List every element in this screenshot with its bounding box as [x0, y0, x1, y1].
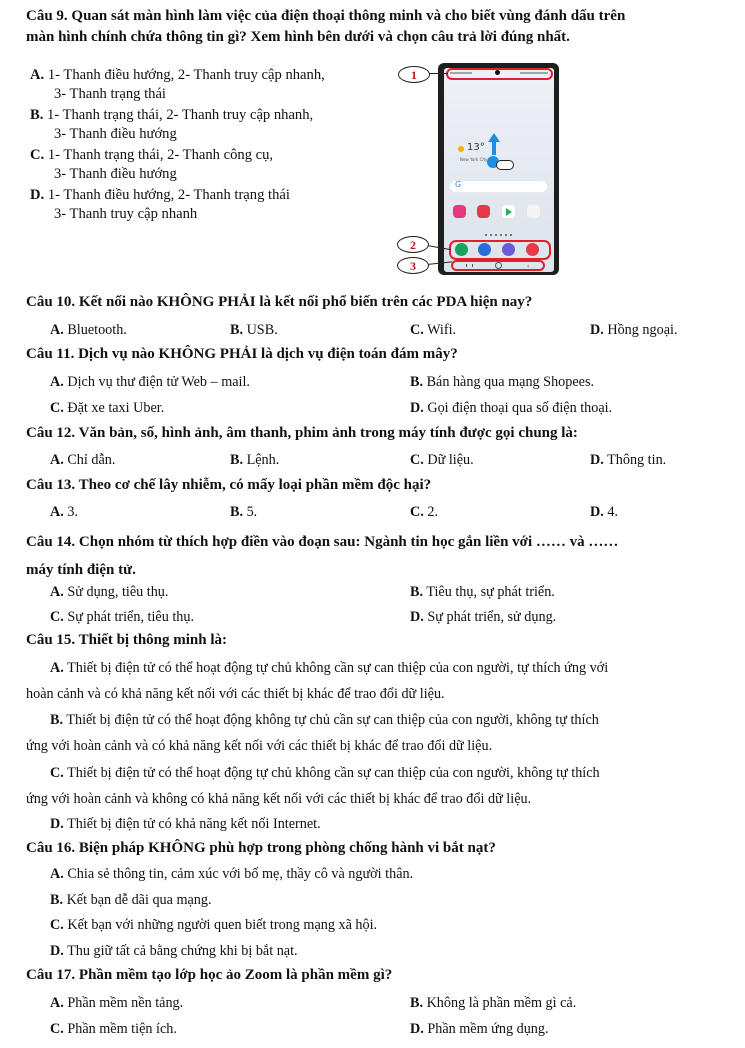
q10-stem: Câu 10. Kết nối nào KHÔNG PHẢI là kết nối phổ biến trên các PDA hiện nay? [26, 294, 533, 310]
q9-stem-line2: màn hình chính chứa thông tin gì? Xem hình bên dưới và chọn câu trả lời đúng nhất. [26, 29, 570, 45]
q13-option-c[interactable] [410, 503, 438, 522]
option-text: 2. [427, 504, 438, 520]
option-text: 1- Thanh trạng thái, 2- Thanh công cụ, [47, 147, 274, 163]
option-letter: C. [50, 917, 64, 933]
q12-option-a[interactable] [50, 451, 115, 470]
q11-option-d[interactable] [410, 399, 612, 418]
callout-3: 3 [397, 257, 429, 274]
weather-temp: 13° [467, 142, 485, 153]
app-icon-galaxy-store[interactable] [453, 205, 466, 218]
q14-option-a[interactable] [50, 583, 168, 602]
option-letter: A. [50, 452, 64, 468]
option-text: 1- Thanh điều hướng, 2- Thanh truy cập nhanh, [47, 67, 325, 83]
q15-stem: Câu 15. Thiết bị thông minh là: [26, 632, 228, 648]
q10-option-a[interactable] [50, 321, 127, 340]
option-letter: A. [50, 995, 64, 1011]
q10-option-d[interactable] [590, 321, 678, 340]
q9-stem-line1: Câu 9. Quan sát màn hình làm việc của điện thoại thông minh và cho biết vùng đánh dấu trên [26, 8, 626, 24]
callout-2: 2 [397, 236, 429, 253]
weather-city: New York City [460, 157, 488, 162]
q15-option-c[interactable] [26, 760, 730, 812]
back-button-icon[interactable]: ‹ [527, 263, 530, 270]
option-letter: C. [410, 504, 424, 520]
option-text: Wifi. [427, 322, 457, 338]
option-text: Thông tin. [607, 452, 667, 468]
option-text: USB. [246, 322, 278, 338]
option-text: Lệnh. [246, 452, 280, 468]
q12-option-d[interactable] [590, 451, 666, 470]
q16-stem: Câu 16. Biện pháp KHÔNG phù hợp trong phòng chống hành vi bắt nạt? [26, 840, 496, 856]
q9-option-d[interactable] [30, 186, 290, 224]
q11-option-a[interactable] [50, 373, 250, 392]
q14-option-c[interactable] [50, 608, 194, 627]
q16-option-a[interactable] [50, 865, 413, 884]
option-text: Chia sẻ thông tin, cảm xúc với bố mẹ, thầy cô và người thân. [67, 866, 414, 882]
option-letter: B. [410, 584, 424, 600]
option-text: Hồng ngoại. [607, 322, 678, 338]
play-icon [506, 208, 512, 216]
option-text: Thiết bị điện tử có thể hoạt động tự chủ không cần sự can thiệp của con người, không tự thích [67, 765, 600, 781]
q17-option-c[interactable] [50, 1020, 177, 1039]
q9-option-c[interactable] [30, 146, 273, 184]
q17-stem: Câu 17. Phần mềm tạo lớp học ảo Zoom là phần mềm gì? [26, 967, 393, 983]
option-text: Gọi điện thoại qua số điện thoại. [427, 400, 613, 416]
callout-1: 1 [398, 66, 430, 83]
q16-option-d[interactable] [50, 942, 298, 961]
option-text: Bán hàng qua mạng Shopees. [426, 374, 595, 390]
option-text: Phần mềm tiện ích. [67, 1021, 177, 1037]
option-text: Sử dụng, tiêu thụ. [67, 584, 169, 600]
option-letter: B. [50, 712, 64, 728]
swipe-arrow-shaft [492, 141, 496, 155]
option-text-cont: 3- Thanh điều hướng [54, 166, 177, 182]
option-letter: B. [230, 504, 244, 520]
option-letter: C. [410, 452, 424, 468]
q15-option-b[interactable] [26, 707, 730, 759]
q14-stem-line2: máy tính điện tử. [26, 562, 136, 578]
q17-option-a[interactable] [50, 994, 183, 1013]
option-letter: B. [410, 995, 424, 1011]
option-letter: D. [30, 187, 45, 203]
q10-option-c[interactable] [410, 321, 456, 340]
q13-stem: Câu 13. Theo cơ chế lây nhiễm, có mấy loại phần mềm độc hại? [26, 477, 432, 493]
option-letter: B. [50, 892, 64, 908]
app-icon-google-folder[interactable] [527, 205, 540, 218]
q11-stem: Câu 11. Dịch vụ nào KHÔNG PHẢI là dịch vụ điện toán đám mây? [26, 346, 458, 362]
app-icon-gallery[interactable] [477, 205, 490, 218]
q16-option-c[interactable] [50, 916, 377, 935]
option-letter: A. [30, 67, 45, 83]
q14-stem [26, 528, 734, 584]
option-text: Phần mềm nền tảng. [67, 995, 184, 1011]
option-text: Phần mềm ứng dụng. [427, 1021, 549, 1037]
app-icon-play-store[interactable] [502, 205, 515, 218]
option-text: Đặt xe taxi Uber. [67, 400, 165, 416]
option-text: 1- Thanh trạng thái, 2- Thanh truy cập nhanh, [47, 107, 314, 123]
option-letter: A. [50, 322, 64, 338]
q14-option-b[interactable] [410, 583, 555, 602]
option-text: Kết bạn với những người quen biết trong mạng xã hội. [67, 917, 378, 933]
q9-stem [26, 6, 734, 48]
option-text: Tiêu thụ, sự phát triển. [426, 584, 555, 600]
q13-option-a[interactable] [50, 503, 78, 522]
q12-stem: Câu 12. Văn bản, số, hình ảnh, âm thanh, phim ảnh trong máy tính được gọi chung là: [26, 425, 578, 441]
option-letter: A. [50, 866, 64, 882]
option-text-cont: 3- Thanh truy cập nhanh [54, 206, 198, 222]
option-text: Không là phần mềm gì cả. [426, 995, 577, 1011]
option-text-cont: ứng với hoàn cảnh và có khả năng kết nối với các thiết bị khác để trao đổi dữ liệu. [26, 738, 493, 754]
option-letter: D. [590, 322, 604, 338]
option-text: Dữ liệu. [427, 452, 474, 468]
option-text-cont: 3- Thanh trạng thái [54, 86, 166, 102]
option-letter: A. [50, 504, 64, 520]
option-letter: D. [410, 400, 424, 416]
q17-option-d[interactable] [410, 1020, 549, 1039]
option-text: 5. [246, 504, 258, 520]
option-letter: A. [50, 660, 64, 676]
q12-option-b[interactable] [230, 451, 279, 470]
option-text: Dịch vụ thư điện tử Web – mail. [67, 374, 250, 390]
option-text-cont: ứng với hoàn cảnh và không có khả năng kết nối với các thiết bị khác để trao đổi dữ liệu. [26, 791, 532, 807]
option-letter: C. [50, 1021, 64, 1037]
q15-option-d[interactable] [50, 815, 321, 834]
option-text: 1- Thanh điều hướng, 2- Thanh trạng thái [47, 187, 290, 203]
option-text: 3. [67, 504, 78, 520]
option-letter: C. [410, 322, 424, 338]
q11-option-b[interactable] [410, 373, 594, 392]
option-letter: B. [230, 322, 244, 338]
option-text: Thiết bị điện tử có thể hoạt động tự chủ không cần sự can thiệp của con người, tự thích ứng với [67, 660, 609, 676]
option-letter: A. [50, 584, 64, 600]
option-letter: D. [50, 943, 64, 959]
option-text: Bluetooth. [67, 322, 127, 338]
option-letter: C. [50, 400, 64, 416]
q15-option-a[interactable] [26, 655, 730, 707]
q13-option-d[interactable] [590, 503, 618, 522]
option-letter: D. [410, 1021, 424, 1037]
option-text: Sự phát triển, tiêu thụ. [67, 609, 195, 625]
option-letter: C. [30, 147, 45, 163]
sun-icon [458, 146, 464, 152]
option-letter: D. [590, 504, 604, 520]
q13-option-b[interactable] [230, 503, 257, 522]
search-bar[interactable] [450, 181, 547, 192]
option-text: Thiết bị điện tử có thể hoạt động không tự chủ cần sự can thiệp của con người, không tự thích [66, 712, 599, 728]
navigation-bar-highlight [451, 260, 545, 271]
option-letter: D. [590, 452, 604, 468]
option-letter: B. [230, 452, 244, 468]
q14-stem-line1: Câu 14. Chọn nhóm từ thích hợp điền vào đoạn sau: Ngành tin học gắn liền với …… và …… [26, 534, 619, 550]
option-letter: B. [30, 107, 44, 123]
option-letter: A. [50, 374, 64, 390]
option-text-cont: 3- Thanh điều hướng [54, 126, 177, 142]
q11-option-c[interactable] [50, 399, 164, 418]
option-text: Chỉ dẫn. [67, 452, 116, 468]
hand-icon [496, 160, 514, 170]
q9-option-b[interactable] [30, 106, 313, 144]
option-letter: D. [410, 609, 424, 625]
google-g-icon: G [455, 180, 462, 189]
option-letter: C. [50, 765, 64, 781]
option-text: Thu giữ tất cả bằng chứng khi bị bắt nạt. [67, 943, 298, 959]
q17-option-b[interactable] [410, 994, 576, 1013]
option-text: Sự phát triển, sử dụng. [427, 609, 557, 625]
option-text: Kết bạn dễ dãi qua mạng. [66, 892, 212, 908]
q12-option-c[interactable] [410, 451, 474, 470]
option-text: Thiết bị điện tử có khả năng kết nối Internet. [67, 816, 321, 832]
q16-option-b[interactable] [50, 891, 212, 910]
option-letter: C. [50, 609, 64, 625]
page-indicator [485, 234, 515, 236]
swipe-arrow-head [488, 133, 500, 142]
status-bar-highlight [446, 68, 553, 80]
option-letter: B. [410, 374, 424, 390]
q10-option-b[interactable] [230, 321, 278, 340]
option-letter: D. [50, 816, 64, 832]
q14-option-d[interactable] [410, 608, 556, 627]
q9-option-a[interactable] [30, 66, 325, 104]
option-text: 4. [607, 504, 618, 520]
quick-access-highlight [449, 240, 551, 260]
option-text-cont: hoàn cảnh và có khả năng kết nối với các thiết bị khác để trao đổi dữ liệu. [26, 686, 445, 702]
